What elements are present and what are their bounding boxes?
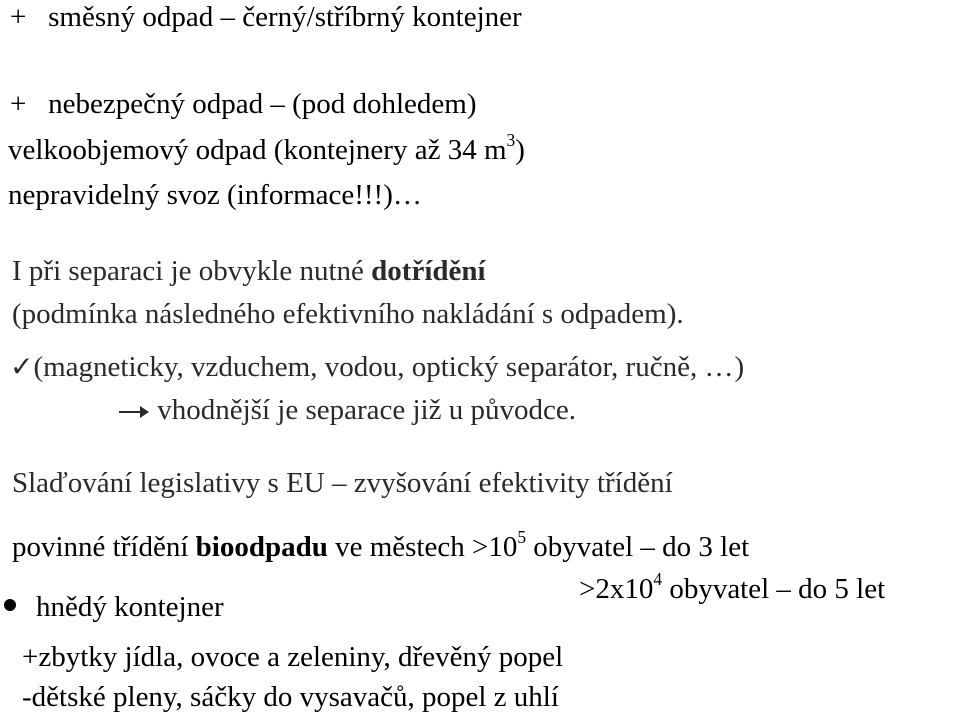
mandatory-sorting-line — [12, 526, 750, 564]
condition-line — [12, 297, 684, 331]
irregular-collection-line — [8, 178, 423, 212]
ellipsis: … — [704, 351, 735, 383]
closing-paren: ) — [515, 134, 525, 166]
source-separation-text: vhodnější je separace již u původce. — [157, 394, 576, 426]
source-separation-line — [118, 393, 576, 429]
forbidden-items-text: dětské pleny, sáčky do vysavačů, popel z uhlí — [31, 681, 559, 713]
superscript: 5 — [517, 526, 527, 547]
irregular-collection-text: nepravidelný svoz (informace!!!) — [8, 179, 393, 211]
cities-text: ve městech >10 — [327, 531, 518, 563]
waste-bulky-line — [8, 129, 525, 167]
plus-sign: + — [10, 1, 27, 33]
forbidden-items-line — [22, 680, 559, 714]
legislation-line — [12, 466, 673, 500]
arrow-right-icon — [118, 395, 150, 429]
brown-container-text: hnědý kontejner — [36, 591, 224, 623]
plus-sign: + — [22, 641, 39, 673]
methods-line — [10, 350, 744, 384]
waste-mixed-text: směsný odpad – černý/stříbrný kontejner — [48, 1, 522, 33]
separation-text: I při separaci je obvykle nutné — [12, 255, 372, 287]
superscript: 4 — [653, 568, 663, 589]
waste-bulky-text: velkoobjemový odpad (kontejnery až 34 m — [8, 134, 507, 166]
legislation-text: Slaďování legislativy s EU – zvyšování efektivity třídění — [12, 467, 673, 499]
condition-text: (podmínka následného efektivního nakládání s odpadem). — [12, 298, 684, 330]
minus-sign: - — [22, 681, 32, 713]
mandatory-sorting-line-2 — [579, 568, 886, 606]
waste-hazardous-line — [10, 87, 477, 121]
methods-text: (magneticky, vzduchem, vodou, optický separátor, ručně, — [33, 351, 705, 383]
bullet-icon — [4, 599, 16, 611]
deadline-text: obyvatel – do 5 let — [662, 573, 886, 605]
closing-paren: ) — [734, 351, 745, 383]
brown-container-line — [36, 590, 224, 624]
plus-sign: + — [10, 88, 27, 120]
check-icon: ✓ — [10, 350, 34, 383]
separation-line — [12, 254, 486, 288]
ellipsis: … — [392, 179, 423, 211]
waste-mixed-line — [10, 0, 522, 34]
waste-hazardous-text: nebezpečný odpad – (pod dohledem) — [48, 88, 477, 120]
allowed-items-line — [22, 640, 563, 674]
superscript: 3 — [506, 129, 516, 150]
deadline-text: obyvatel – do 3 let — [526, 531, 750, 563]
allowed-items-text: zbytky jídla, ovoce a zeleniny, dřevěný popel — [38, 641, 564, 673]
threshold-text: >2x10 — [579, 573, 654, 605]
mandatory-sorting-text: povinné třídění — [12, 531, 196, 563]
sorting-emphasis: dotřídění — [371, 255, 486, 287]
biowaste-emphasis: bioodpadu — [195, 531, 328, 563]
